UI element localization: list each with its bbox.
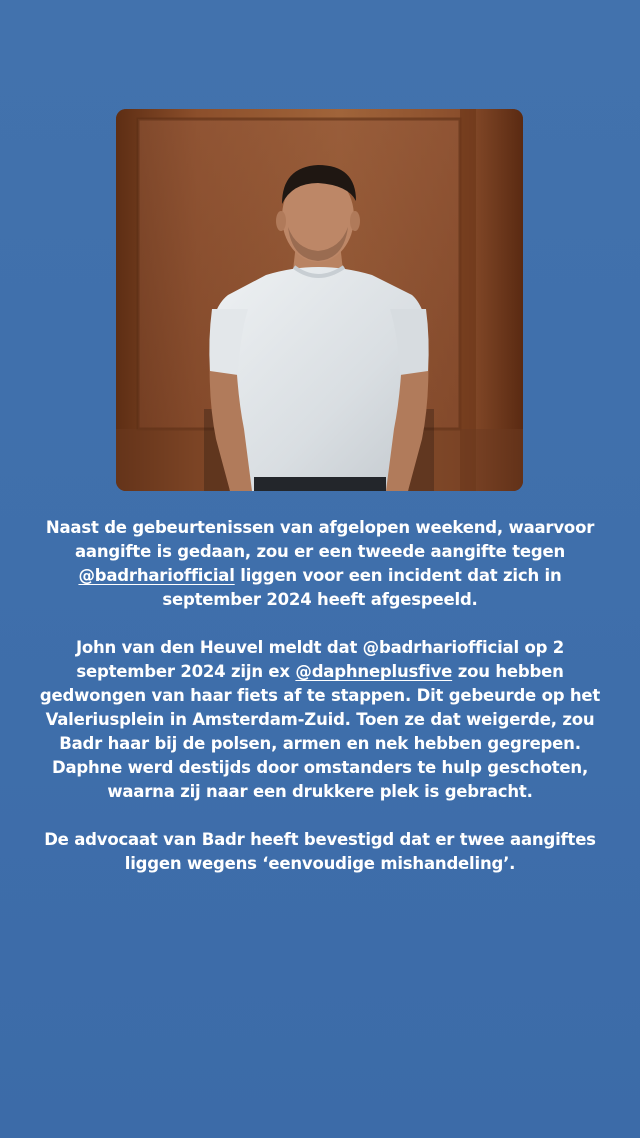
- story-paragraph-1: [30, 516, 610, 612]
- mention-daphneplusfive-link[interactable]: @daphneplusfive: [295, 662, 453, 681]
- paragraph-2-text-before: John van den Heuvel meldt dat @badrhariofficial op 2 september 2024 zijn ex: [75, 638, 565, 681]
- story-paragraph-3: [30, 828, 610, 876]
- mention-badrhariofficial-link[interactable]: @badrhariofficial: [78, 566, 235, 585]
- portrait-photo-icon: [116, 109, 523, 491]
- paragraph-3-text: De advocaat van Badr heeft bevestigd dat er twee aangiftes liggen wegens ‘eenvoudige mishandeling’.: [44, 830, 596, 873]
- story-paragraph-2: [30, 636, 610, 804]
- paragraph-1-text-before: Naast de gebeurtenissen van afgelopen weekend, waarvoor aangifte is gedaan, zou er een tweede aangifte tegen: [45, 518, 595, 561]
- paragraph-2-text-after: zou hebben gedwongen van haar fiets af te stappen. Dit gebeurde op het Valeriusplein in Amsterdam-Zuid. Toen ze dat weigerde, zou Badr haar bij de polsen, armen en nek hebben gegrepen. Daphne werd destijds door omstanders te hulp geschoten, waarna zij naar een drukkere plek is gebracht.: [39, 662, 601, 801]
- paragraph-1-text-after: liggen voor een incident dat zich in september 2024 heeft afgespeeld.: [162, 566, 562, 609]
- story-photo: [116, 109, 523, 491]
